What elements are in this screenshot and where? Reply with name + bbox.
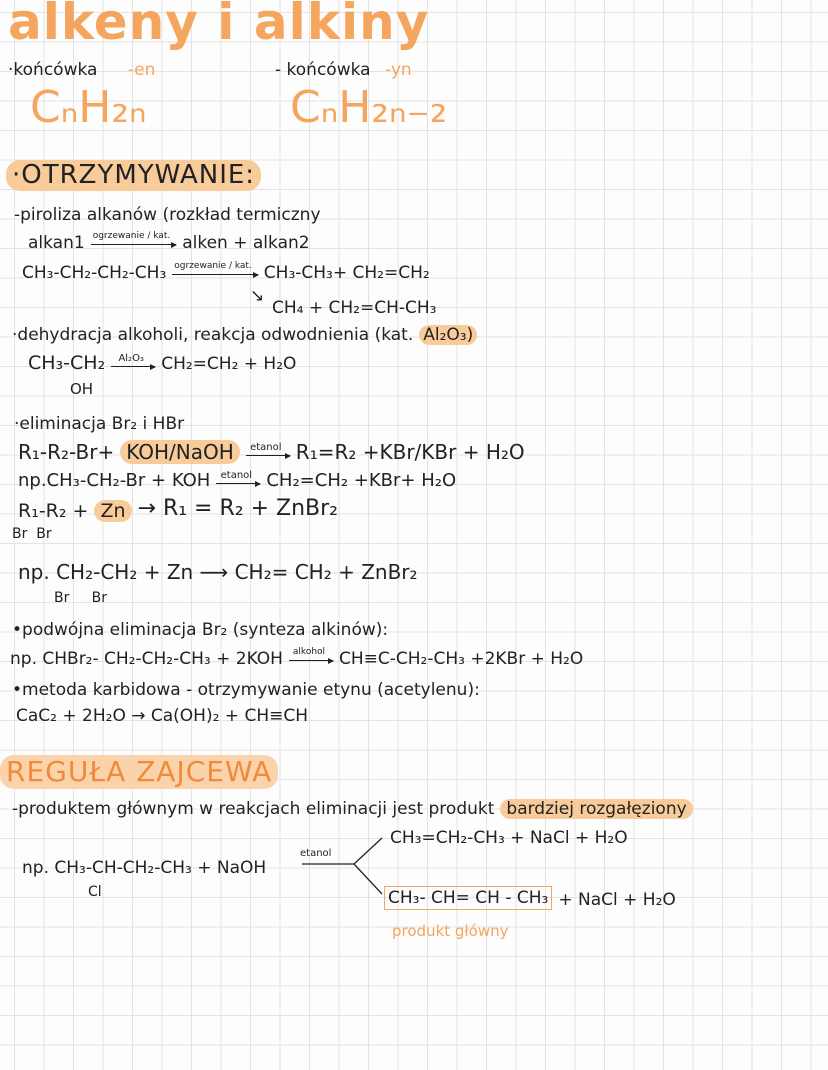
pyrolysis-product1: CH₃-CH₃+ CH₂=CH₂: [263, 262, 430, 283]
elimination-eq2-left: np.CH₃-CH₂-Br + KOH: [18, 470, 211, 492]
alkene-formula: CₙH₂ₙ: [30, 82, 147, 133]
dehydration-eq-left: CH₃-CH₂: [28, 352, 106, 374]
alkene-ending-label: ·końcówka: [8, 60, 98, 80]
elimination-eq2-right: CH₂=CH₂ +KBr+ H₂O: [266, 470, 457, 492]
alkene-ending: -en: [128, 60, 156, 80]
dehydration-heading: ·dehydracja alkoholi, reakcja odwodnienia (kat.: [12, 325, 414, 345]
pyrolysis-eq2-arrow: ogrzewanie / kat.: [172, 262, 258, 275]
alkyne-ending-label: - końcówka: [275, 60, 371, 80]
dehydration-catalyst: Al₂O₃): [419, 325, 477, 345]
dehydration-arrow: Al₂O₃: [111, 353, 155, 367]
alkyne-formula: CₙH₂ₙ₋₂: [290, 82, 448, 133]
zaitsev-eq-sub: Cl: [88, 884, 102, 900]
alkyne-ending: -yn: [385, 60, 412, 80]
dehydration-eq: [28, 352, 296, 375]
pyrolysis-eq1: [28, 232, 310, 253]
elimination-eq1-arrow: etanol: [246, 442, 290, 456]
elimination-eq3-reagent: Zn: [94, 500, 131, 523]
zaitsev-eq-left: np. CH₃-CH-CH₂-CH₃ + NaOH: [22, 858, 267, 878]
elimination-eq2: [18, 470, 456, 492]
dehydration-eq-right: CH₂=CH₂ + H₂O: [161, 354, 297, 375]
elimination-eq2-arrow: etanol: [216, 470, 260, 484]
zaitsev-main-eq: [384, 886, 676, 910]
zaitsev-arrow-label: etanol: [300, 848, 332, 859]
dehydration-eq-sub: OH: [70, 380, 94, 398]
main-product-label: produkt główny: [392, 922, 509, 940]
elimination-eq1-right: R₁=R₂ +KBr/KBr + H₂O: [295, 440, 525, 464]
pyrolysis-eq1-arrow: ogrzewanie / kat.: [91, 232, 177, 245]
zaitsev-rule-row: [12, 799, 693, 819]
pyrolysis-product2: CH₄ + CH₂=CH-CH₃: [272, 298, 437, 318]
elimination-eq3-sub: Br Br: [12, 526, 52, 542]
zaitsev-product-main: CH₃- CH= CH - CH₃: [384, 886, 552, 910]
section-heading-otrzymywanie: ·OTRZYMYWANIE:: [6, 160, 261, 191]
elimination-eq4: np. CH₂-CH₂ + Zn ⟶ CH₂= CH₂ + ZnBr₂: [18, 560, 418, 584]
zaitsev-product-main-rest: + NaCl + H₂O: [558, 890, 676, 910]
zaitsev-highlight: bardziej rozgałęziony: [500, 799, 692, 819]
branch-arrow-icon: ↘: [250, 286, 265, 306]
pyrolysis-eq2-left: CH₃-CH₂-CH₂-CH₃: [22, 262, 167, 283]
double-elimination-eq-right: CH≡C-CH₂-CH₃ +2KBr + H₂O: [338, 648, 584, 669]
elimination-heading: ·eliminacja Br₂ i HBr: [14, 414, 185, 434]
elimination-eq3-right: → R₁ = R₂ + ZnBr₂: [137, 496, 338, 521]
elimination-eq4-sub: Br Br: [54, 590, 107, 606]
carbide-eq: CaC₂ + 2H₂O → Ca(OH)₂ + CH≡CH: [16, 706, 309, 726]
elimination-eq1: [18, 440, 525, 464]
zaitsev-text: -produktem głównym w reakcjach eliminacji jest produkt: [12, 799, 495, 819]
zaitsev-product-minor: CH₃=CH₂-CH₃ + NaCl + H₂O: [390, 828, 628, 848]
pyrolysis-eq2: [22, 262, 430, 283]
pyrolysis-heading: -piroliza alkanów (rozkład termiczny: [14, 205, 321, 225]
elimination-eq1-left: R₁-R₂-Br+: [18, 440, 115, 464]
dehydration-heading-row: [12, 325, 477, 345]
section-heading-zaitsev-rule: REGUŁA ZAJCEWA: [0, 755, 278, 789]
branch-arrow-icon: [296, 830, 390, 910]
pyrolysis-eq1-left: alkan1: [28, 232, 85, 253]
double-elimination-eq-left: np. CHBr₂- CH₂-CH₂-CH₃ + 2KOH: [10, 648, 283, 669]
elimination-eq3-left: R₁-R₂ +: [18, 499, 89, 522]
double-elimination-arrow: alkohol: [289, 648, 333, 661]
pyrolysis-eq1-right: alken + alkan2: [182, 232, 310, 253]
double-elimination-heading: •podwójna eliminacja Br₂ (synteza alkinów):: [12, 620, 389, 640]
carbide-heading: •metoda karbidowa - otrzymywanie etynu (acetylenu):: [12, 680, 480, 700]
elimination-eq1-reagent: KOH/NaOH: [120, 440, 240, 464]
page-title: alkeny i alkiny: [8, 0, 430, 51]
double-elimination-eq: [10, 648, 583, 669]
elimination-eq3: [18, 496, 338, 522]
